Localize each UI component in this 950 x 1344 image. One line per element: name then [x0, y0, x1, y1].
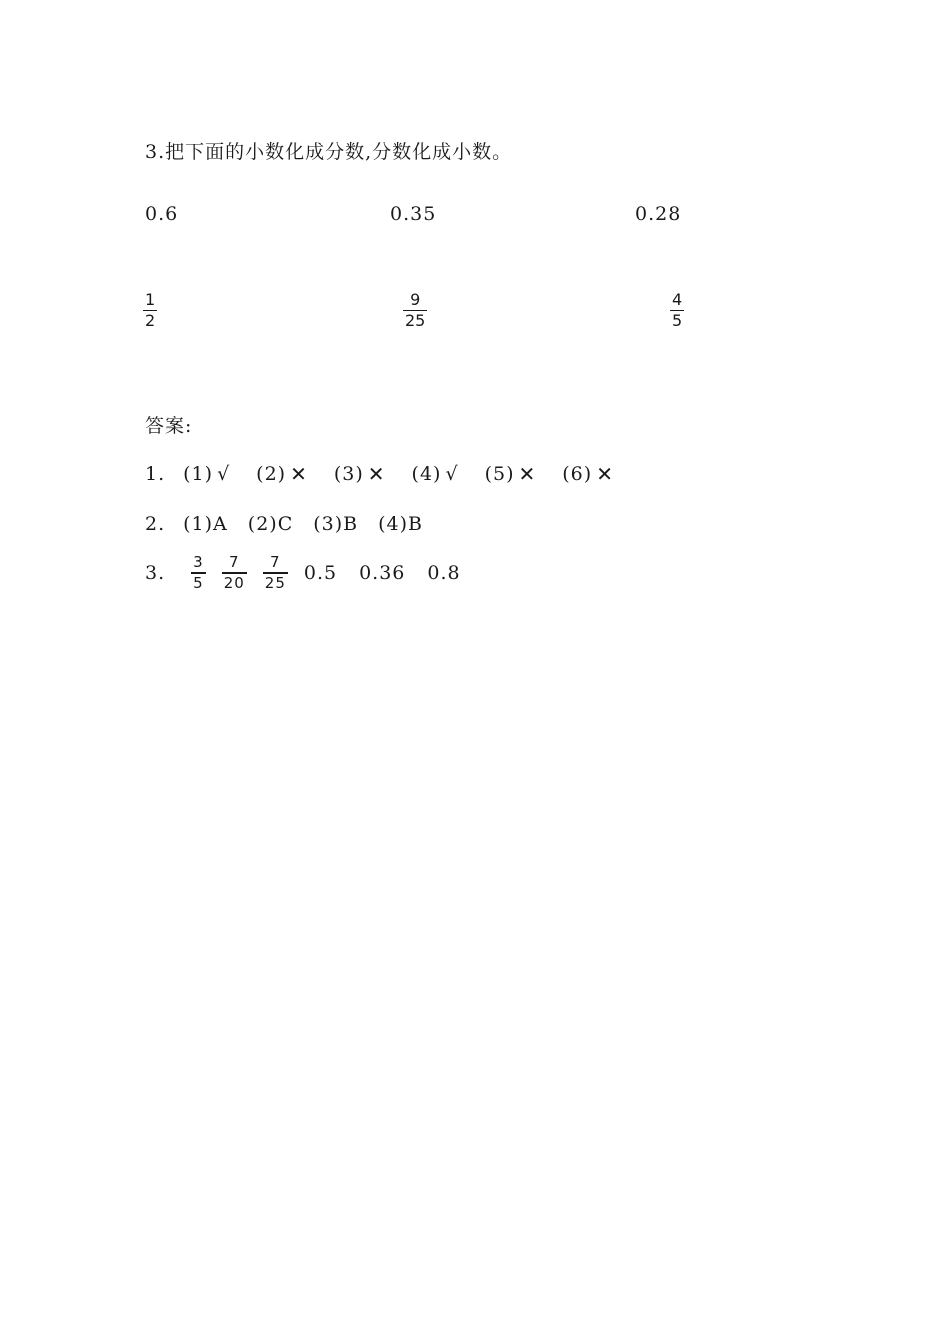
answer-item-5: [485, 462, 537, 486]
cross-icon: ✕: [367, 462, 386, 486]
answer-fraction-2: [222, 554, 247, 591]
fraction-denominator: 25: [405, 311, 426, 331]
cross-icon: ✕: [290, 462, 308, 486]
cross-icon: ✕: [518, 462, 537, 486]
answer-fraction-1: [191, 554, 206, 591]
fraction-denominator: 25: [264, 573, 286, 592]
answer-decimal-1: 0.5: [303, 562, 338, 584]
item-label: (6): [562, 463, 593, 485]
item-label: (4): [411, 463, 442, 485]
answer-item-1: [183, 462, 230, 486]
fraction-numerator: 7: [270, 553, 281, 572]
fraction-numerator: 4: [672, 290, 683, 309]
answer-row-2: [145, 512, 443, 536]
item-label: (2): [256, 463, 287, 485]
fraction-numerator: 7: [228, 553, 240, 572]
answer-decimal-3: 0.8: [427, 562, 461, 584]
answer-item-2: [256, 462, 308, 486]
answer-number: 3.: [145, 562, 166, 584]
fraction-numerator: 9: [410, 290, 421, 309]
answer-item-3: [334, 462, 386, 486]
fraction-denominator: 2: [145, 311, 156, 331]
question-title: 3.把下面的小数化成分数,分数化成小数。: [145, 141, 513, 163]
answer-item-4: [412, 462, 459, 486]
decimal-2: 0.35: [390, 203, 437, 225]
decimal-1: 0.6: [145, 203, 179, 225]
check-icon: √: [217, 463, 231, 485]
fraction-denominator: 5: [193, 573, 204, 592]
cross-icon: ✕: [596, 462, 614, 486]
answer-fraction-3: [263, 554, 288, 591]
answer-item-3: (3)B: [313, 513, 359, 535]
answer-number: 1.: [145, 463, 166, 485]
fraction-numerator: 1: [145, 290, 156, 309]
check-icon: √: [445, 463, 459, 485]
answer-row-1: [145, 462, 640, 486]
answer-number: 2.: [145, 513, 166, 535]
answers-title: 答案:: [145, 415, 193, 437]
fraction-1: [143, 291, 157, 330]
item-label: (1): [183, 463, 214, 485]
fraction-denominator: 5: [672, 311, 683, 331]
fraction-3: [670, 291, 684, 330]
item-label: (3): [333, 463, 364, 485]
fraction-denominator: 20: [223, 573, 245, 592]
answer-item-6: [562, 462, 614, 486]
answer-decimal-2: 0.36: [359, 562, 406, 584]
answer-item-1: (1)A: [183, 513, 228, 535]
fraction-numerator: 3: [193, 553, 204, 572]
answer-item-4: (4)B: [378, 513, 424, 535]
item-label: (5): [484, 463, 515, 485]
answer-row-3: [145, 551, 483, 595]
fraction-2: [403, 291, 427, 330]
answer-item-2: (2)C: [247, 513, 294, 535]
decimal-3: 0.28: [635, 203, 682, 225]
